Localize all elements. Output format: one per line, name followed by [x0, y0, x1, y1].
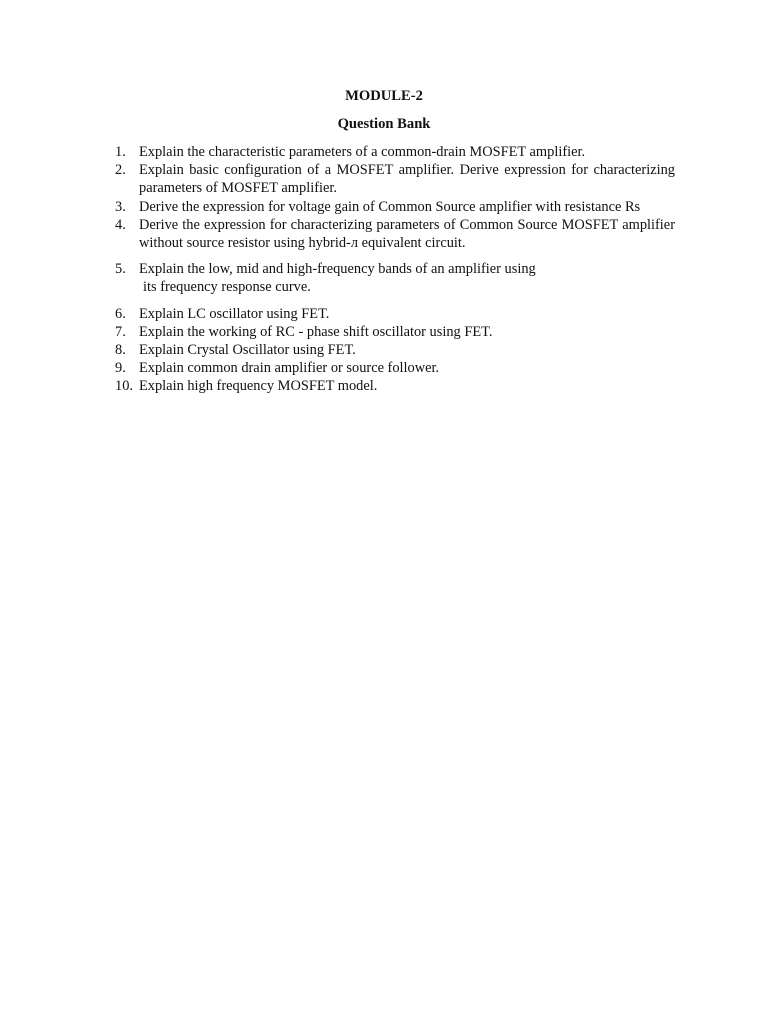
question-item-1 — [115, 143, 675, 161]
question-number: 9. — [115, 360, 126, 377]
question-item-3 — [115, 198, 675, 216]
question-item-5 — [115, 260, 675, 296]
question-text — [139, 260, 675, 296]
question-number: 7. — [115, 323, 126, 340]
question-text: Explain basic configuration of a MOSFET amplifier. Derive expression for characterizing parameters of MOSFET amplifier. — [139, 162, 675, 197]
question-text: Explain the working of RC - phase shift oscillator using FET. — [139, 323, 493, 340]
question-text: Explain Crystal Oscillator using FET. — [139, 342, 356, 359]
question-item-2 — [115, 161, 675, 197]
question-item-4 — [115, 216, 675, 252]
question-text: Explain high frequency MOSFET model. — [139, 378, 378, 395]
question-bank-heading: Question Bank — [337, 116, 431, 132]
question-number: 6. — [115, 305, 126, 322]
question-item-9 — [115, 359, 675, 377]
question-text: Derive the expression for voltage gain of Common Source amplifier with resistance Rs — [139, 198, 641, 215]
question-number: 5. — [115, 261, 126, 278]
module-title: MODULE-2 — [345, 88, 423, 104]
question-list — [115, 143, 675, 396]
question-number: 2. — [115, 162, 126, 179]
question-number: 8. — [115, 342, 126, 359]
question-text: Explain the characteristic parameters of a common-drain MOSFET amplifier. — [139, 144, 586, 160]
question-text: Explain LC oscillator using FET. — [139, 305, 330, 322]
question-item-8 — [115, 341, 675, 359]
question-text: Explain common drain amplifier or source follower. — [139, 360, 440, 377]
question-item-6 — [115, 305, 675, 323]
question-text-line-1: Explain the low, mid and high-frequency bands of an amplifier using — [139, 261, 536, 278]
question-text: Derive the expression for characterizing parameters of Common Source MOSFET amplifier without source resistor using hybrid-л equivalent circuit. — [139, 216, 675, 252]
question-item-10 — [115, 377, 675, 395]
question-text-line-2: its frequency response curve. — [143, 279, 311, 296]
question-item-7 — [115, 323, 675, 341]
question-number: 10. — [115, 378, 133, 395]
question-number: 1. — [115, 144, 126, 160]
question-number: 3. — [115, 198, 126, 215]
question-number: 4. — [115, 216, 126, 233]
